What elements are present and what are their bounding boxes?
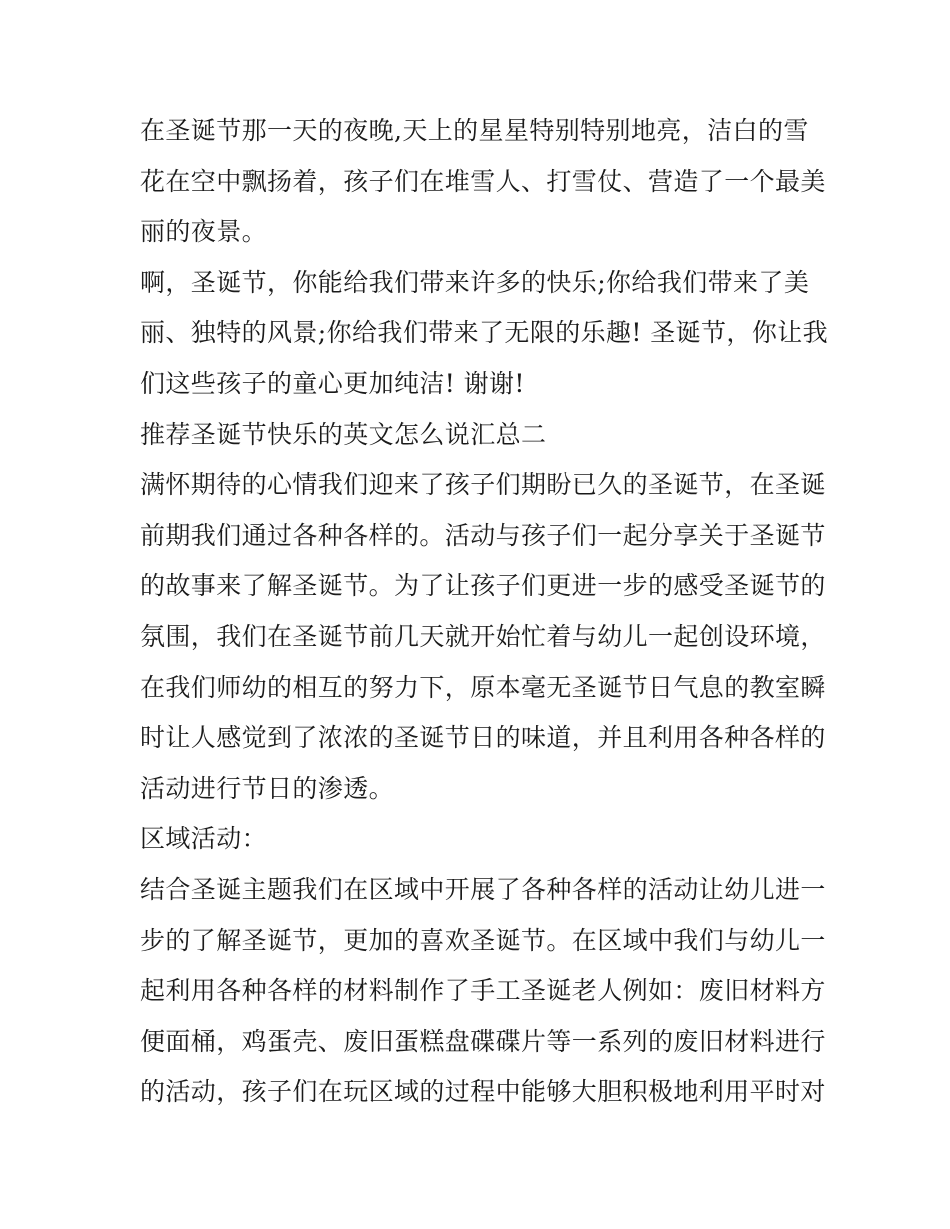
text-line: 的故事来了解圣诞节。为了让孩子们更进一步的感受圣诞节的 xyxy=(140,571,826,601)
text-line: 在圣诞节那一天的夜晚,天上的星星特别特别地亮，洁白的雪 xyxy=(140,116,809,145)
text-line: 花在空中飘扬着，孩子们在堆雪人、打雪仗、营造了一个最美 xyxy=(140,166,826,196)
text-line: 啊，圣诞节，你能给我们带来许多的快乐;你给我们带来了美 xyxy=(140,267,810,297)
text-line: 便面桶，鸡蛋壳、废旧蛋糕盘碟碟片等一系列的废旧材料进行 xyxy=(140,1026,826,1056)
text-line: 丽的夜景。 xyxy=(140,217,268,247)
text-line: 们这些孩子的童心更加纯洁! 谢谢! xyxy=(140,368,525,398)
text-line: 满怀期待的心情我们迎来了孩子们期盼已久的圣诞节，在圣诞 xyxy=(140,470,826,500)
document-body xyxy=(140,106,829,1118)
text-line: 的活动，孩子们在玩区域的过程中能够大胆积极地利用平时对 xyxy=(140,1077,826,1107)
text-line: 起利用各种各样的材料制作了手工圣诞老人例如：废旧材料方 xyxy=(140,976,826,1006)
text-line: 步的了解圣诞节，更加的喜欢圣诞节。在区域中我们与幼儿一 xyxy=(140,925,826,955)
text-line: 活动进行节日的渗透。 xyxy=(140,773,395,803)
text-line: 结合圣诞主题我们在区域中开展了各种各样的活动让幼儿进一 xyxy=(140,874,826,904)
section-heading: 推荐圣诞节快乐的英文怎么说汇总二 xyxy=(140,419,547,449)
subsection-heading: 区域活动： xyxy=(140,824,268,854)
text-line: 前期我们通过各种各样的。活动与孩子们一起分享关于圣诞节 xyxy=(140,520,826,550)
text-line: 时让人感觉到了浓浓的圣诞节日的味道，并且利用各种各样的 xyxy=(140,723,826,753)
text-line: 丽、独特的风景;你给我们带来了无限的乐趣! 圣诞节，你让我 xyxy=(140,318,829,348)
text-line: 氛围，我们在圣诞节前几天就开始忙着与幼儿一起创设环境， xyxy=(140,621,826,651)
text-line: 在我们师幼的相互的努力下，原本毫无圣诞节日气息的教室瞬 xyxy=(140,672,826,702)
